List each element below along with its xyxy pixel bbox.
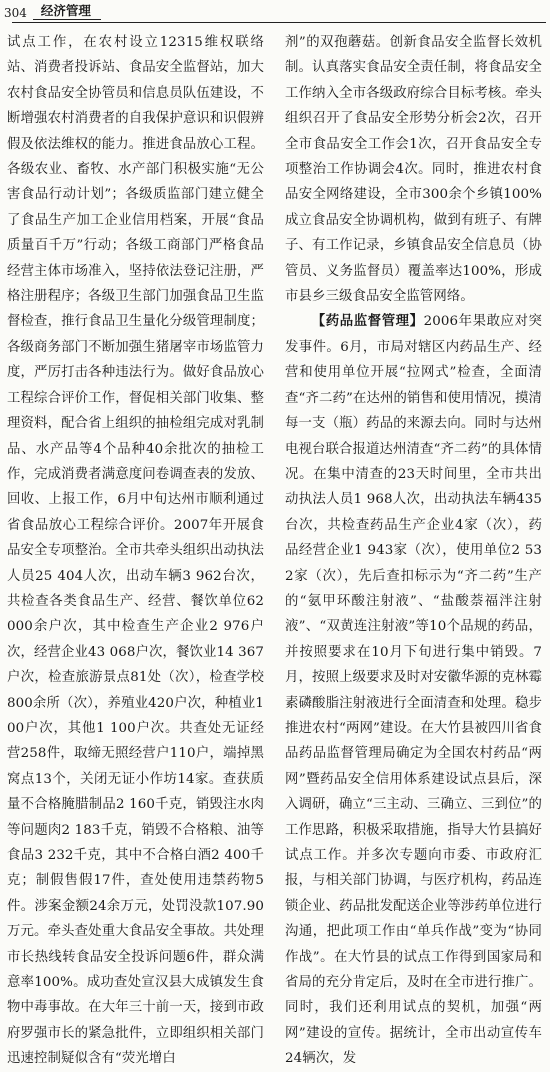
body-paragraph: 试点工作，在农村设立12315维权联络站、消费者投诉站、食品安全监督站，加大农村食品安全协管员和信息员队伍建设，不断增强农村消费者的自我保护意识和识假辨假及依法维权的能力。推进食品放心工程。各级农业、畜牧、水产部门积极实施“无公害食品行动计划”；各级质监部门建立健全了食品生产加工企业信用档案，开展“食品质量百千万”行动；各级工商部门严格食品经营主体市场准入，坚持依法登记注册，严格注册程序；各级卫生部门加强食品卫生监督检查，推行食品卫生量化分级管理制度；各级商务部门不断加强生猪屠宰市场监管力度，严厉打击各种违法行为。做好食品放心工程综合评价工作，督促相关部门收集、整理资料，配合省上组织的抽检组完成对乳制品、水产品等4个品种40余批次的抽检工作，完成消费者满意度问卷调查表的发放、回收、上报工作，6月中旬达州市顺利通过省食品放心工程综合评价。2007年开展食品安全专项整治。全市共牵头组织出动执法人员25 404人次，出动车辆3 962台次，共检查各类食品生产、经营、餐饮单位62 000余户次，其中检查生产企业2 976户次，经营企业43 068户次，餐饮业14 367户次，检查旅游景点81处（次），检查学校800余所（次），养殖业420户次，种植业100户次，其他1 100户次。共查处无证经营258件，取缔无照经营户110户，端掉黑窝点13个，关闭无证小作坊14家。查获质量不合格腌腊制品2 160千克，销毁注水肉等问题肉2 183千克，销毁不合格粮、油等食品3 232千克，其中不合格白酒2 400千克；制假售假17件，查处使用违禁药物5件。涉案金额24余万元，处罚没款107.90万元。牵头查处重大食品安全事故。共处理市长热线转食品安全投诉问题6件，群众满意率100%。成功查处宣汉县大成镇发生食物中毒事故。在大年三十前一天，接到市政府罗强市长的紧急批件，立即组织相关部门迅速控制疑似含有“荧光增白 (7, 35, 264, 1067)
running-header (4, 2, 548, 20)
section-paragraph (285, 309, 542, 1071)
header-rule (12, 22, 546, 23)
section-heading: 【药品监督管理】 (311, 313, 424, 330)
body-paragraph: 剂”的双孢蘑菇。创新食品安全监督长效机制。认真落实食品安全责任制，将食品安全工作纳入全市各级政府综合目标考核。牵头组织召开了食品安全形势分析会2次，召开全市食品安全工作会1次，召开食品安全专项整治工作协调会4次。同时，推进农村食品安全网络建设，全市300余个乡镇100%成立食品安全协调机构，做到有班子、有牌子、有工作记录，乡镇食品安全信息员（协管员、义务监督员）覆盖率达100%，形成市县乡三级食品安全监管网络。 (285, 35, 542, 305)
left-column (7, 30, 264, 1072)
section-text: 2006年果敢应对突发事件。6月，市局对辖区内药品生产、经营和使用单位开展“拉网式”检查，全面清查“齐二药”在达州的销售和使用情况，摸清每一支（瓶）药品的来源去向。同时与达州电视台联合报道达州清查“齐二药”的具体情况。在集中清查的23天时间里，全市共出动执法人员1 968人次，出动执法车辆435台次，共检查药品生产企业4家（次），药品经营企业1 943家（次），使用单位2 532家（次），先后查扣标示为“齐二药”生产的“氨甲环酸注射液”、“盐酸萘福泮注射液”、“双黄连注射液”等10个品规的药品，并按照要求在10月下旬进行集中销毁。7月，按照上级要求及时对安徽华源的克林霉素磷酸脂注射液进行全面清查和处理。稳步推进农村“两网”建设。在大竹县被四川省食品药品监督管理局确定为全国农村药品“两网”暨药品安全信用体系建设试点县后，深入调研，确立“三主动、三确立、三到位”的工作思路，积极采取措施，指导大竹县搞好试点工作。并多次专题向市委、市政府汇报，与相关部门协调，与医疗机构，药品连锁企业、药品批发配送企业等涉药单位进行沟通，把此项工作由“单兵作战”变为“协同作战”。在大竹县的试点工作得到国家局和省局的充分肯定后，及时在全市进行推广。同时，我们还利用试点的契机，加强“两网”建设的宣传。据统计，全市出动宣传车24辆次，发 (285, 314, 542, 1067)
running-title: 经济管理 (33, 4, 101, 20)
page-number: 304 (4, 6, 27, 20)
right-column (285, 30, 542, 1072)
